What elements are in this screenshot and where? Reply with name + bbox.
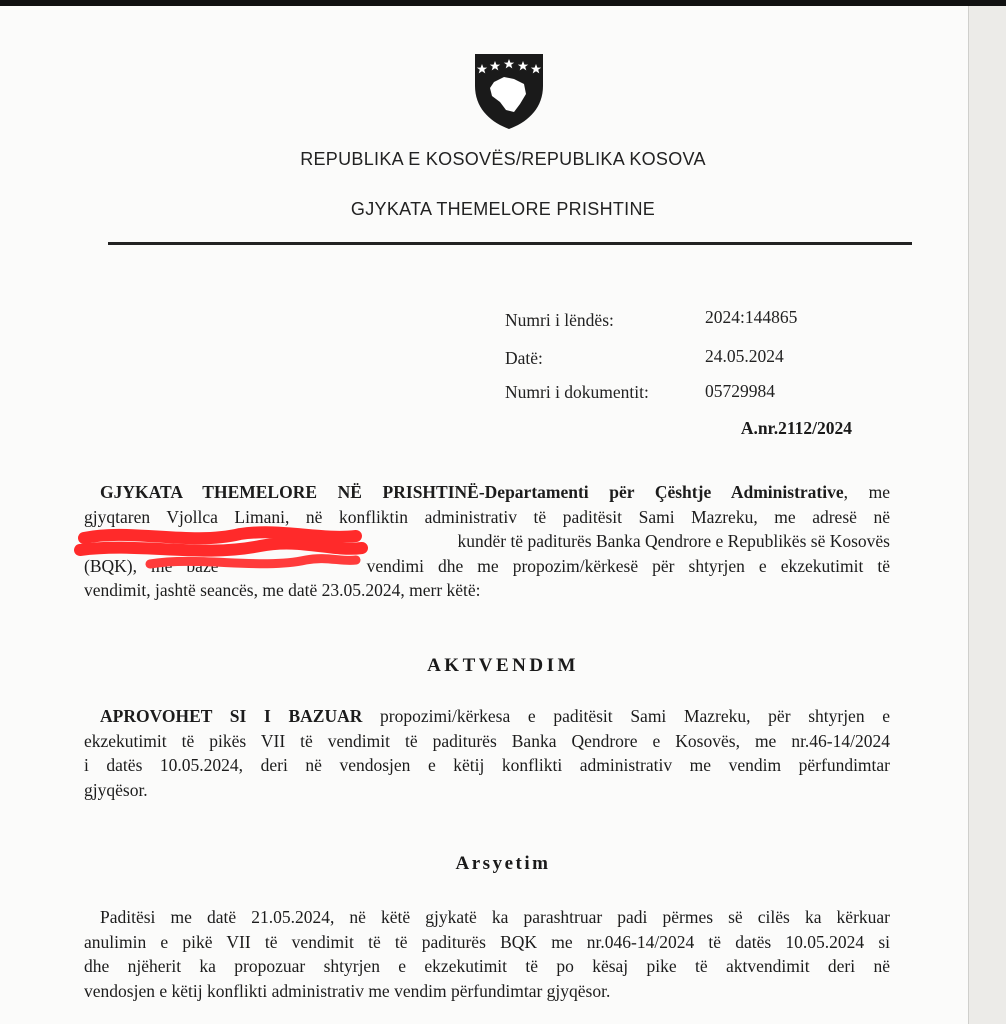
date-value: 24.05.2024 — [705, 346, 784, 366]
page-edge — [968, 6, 1006, 1024]
court-heading: GJYKATA THEMELORE PRISHTINE — [350, 199, 656, 219]
reasoning-title: Arsyetim — [455, 853, 551, 874]
document-number-label: Numri i dokumentit: — [505, 382, 649, 402]
case-number-value: 2024:144865 — [705, 307, 798, 327]
kosovo-coat-of-arms-icon — [470, 48, 548, 130]
case-number-label: Numri i lëndës: — [505, 310, 614, 330]
ruling-lead: APROVOHET SI I BAZUAR — [100, 706, 363, 726]
reasoning-paragraph: Paditësi me datë 21.05.2024, në këtë gjykatë ka parashtruar padi përmes së cilës ka kërkuar anulimin e pikë VII të vendimit të të paditurës BQK me nr.046-14/2024 të datës 10.05.2024 si dhe njëherit ka propozuar shtyrjen e ekzekutimit të po kësaj pike të aktvendimit deri në vendosjen e këtij konflikti administrativ me vendim përfundimtar gjyqësor. — [84, 907, 890, 1001]
ruling-title: AKTVENDIM — [427, 655, 579, 676]
header-divider — [108, 242, 912, 245]
date-label: Datë: — [505, 348, 543, 368]
ruling-paragraph: APROVOHET SI I BAZUAR propozimi/kërkesa e paditësit Sami Mazreku, për shtyrjen e ekzekutimit të pikës VII të vendimit të paditurës Banka Qendrore e Kosovës, me nr.46-14/2024 i datës 10.05.2024, deri në vendosjen e këtij konflikti administrativ me vendim përfundimtar gjyqësor. — [84, 706, 890, 800]
document-page — [0, 6, 968, 1024]
court-name: GJYKATA THEMELORE NË PRISHTINË-Departamenti për Çështje Administrative — [100, 482, 844, 502]
intro-paragraph: GJYKATA THEMELORE NË PRISHTINË-Departamenti për Çështje Administrative, me gjyqtaren Vjollca Limani, në konfliktin administrativ të paditësit Sami Mazreku, me adresë në kundër të paditurës Banka Qendrore e Republikës së Kosovës (BQK), me bazë vendimi dhe me propozim/kërkesë për shtyrjen e ekzekutimit të vendimit, jashtë seancës, me datë 23.05.2024, merr këtë: — [84, 482, 891, 601]
republic-heading: REPUBLIKA E KOSOVËS/REPUBLIKA KOSOVA — [300, 149, 706, 169]
case-reference: A.nr.2112/2024 — [740, 418, 852, 438]
document-number-value: 05729984 — [705, 381, 775, 401]
